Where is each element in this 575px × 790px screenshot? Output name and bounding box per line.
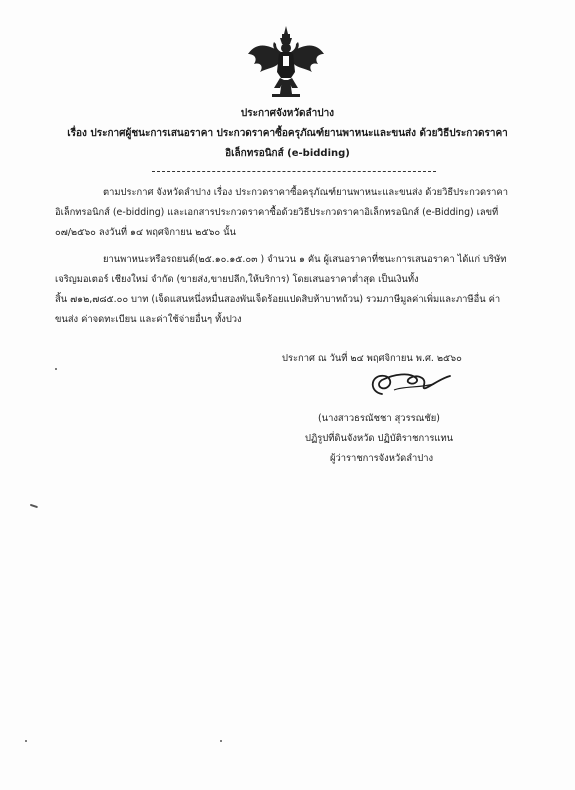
separator-line [152, 171, 436, 172]
announcement-date: ประกาศ ณ วันที่ ๒๔ พฤศจิกายน พ.ศ. ๒๕๖๐ [282, 353, 462, 364]
scan-speck [25, 740, 27, 742]
paragraph-2-line-1: ยานพาหนะหรือรถยนต์(๒๕.๑๐.๑๕.๐๓ ) จำนวน ๑ คัน ผู้เสนอราคาที่ชนะการเสนอราคา ได้แก่ บริษัท [103, 254, 507, 265]
paragraph-2-line-3: สิ้น ๗๑๒,๗๘๕.๐๐ บาท (เจ็ดแสนหนึ่งหมื่นสองพันเจ็ดร้อยแปดสิบห้าบาทถ้วน) รวมภาษีมูลค่าเพิ่มและภาษีอื่น ค่า [55, 294, 501, 305]
signer-position-1: ปฏิรูปที่ดินจังหวัด ปฏิบัติราชการแทน [305, 433, 454, 444]
signer-name: (นางสาวธรณัชชา สุวรรณชัย) [318, 413, 440, 424]
subject-line-1: เรื่อง ประกาศผู้ชนะการเสนอราคา ประกวดราคาซื้อครุภัณฑ์ยานพาหนะและขนส่ง ด้วยวิธีประกวดราคา [67, 128, 508, 139]
document-title: ประกาศจังหวัดลำปาง [240, 108, 335, 119]
paragraph-2-line-4: ขนส่ง ค่าจดทะเบียน และค่าใช้จ่ายอื่นๆ ทั้งปวง [55, 314, 242, 325]
paragraph-1-line-1: ตามประกาศ จังหวัดลำปาง เรื่อง ประกวดราคาซื้อครุภัณฑ์ยานพาหนะและขนส่ง ด้วยวิธีประกวดราคา [103, 187, 508, 198]
paragraph-2-line-2: เจริญมอเตอร์ เชียงใหม่ จำกัด (ขายส่ง,ขายปลีก,ให้บริการ) โดยเสนอราคาต่ำสุด เป็นเงินทั้ง [55, 274, 419, 285]
signature [364, 368, 454, 400]
paragraph-1-line-3: ๐๗/๒๕๖๐ ลงวันที่ ๑๔ พฤศจิกายน ๒๕๖๐ นั้น [55, 227, 236, 238]
paragraph-1-line-2: อิเล็กทรอนิกส์ (e-bidding) และเอกสารประกวดราคาซื้อด้วยวิธีประกวดราคาอิเล็กทรอนิกส์ (e-Bidding) เลขที่ [55, 207, 499, 218]
subject-line-2: อิเล็กทรอนิกส์ (e-bidding) [225, 148, 350, 159]
scan-speck [220, 740, 222, 742]
garuda-emblem-icon [246, 24, 326, 104]
signer-position-2: ผู้ว่าราชการจังหวัดลำปาง [330, 453, 434, 464]
scan-speck [55, 368, 57, 370]
scan-speck [30, 504, 38, 508]
